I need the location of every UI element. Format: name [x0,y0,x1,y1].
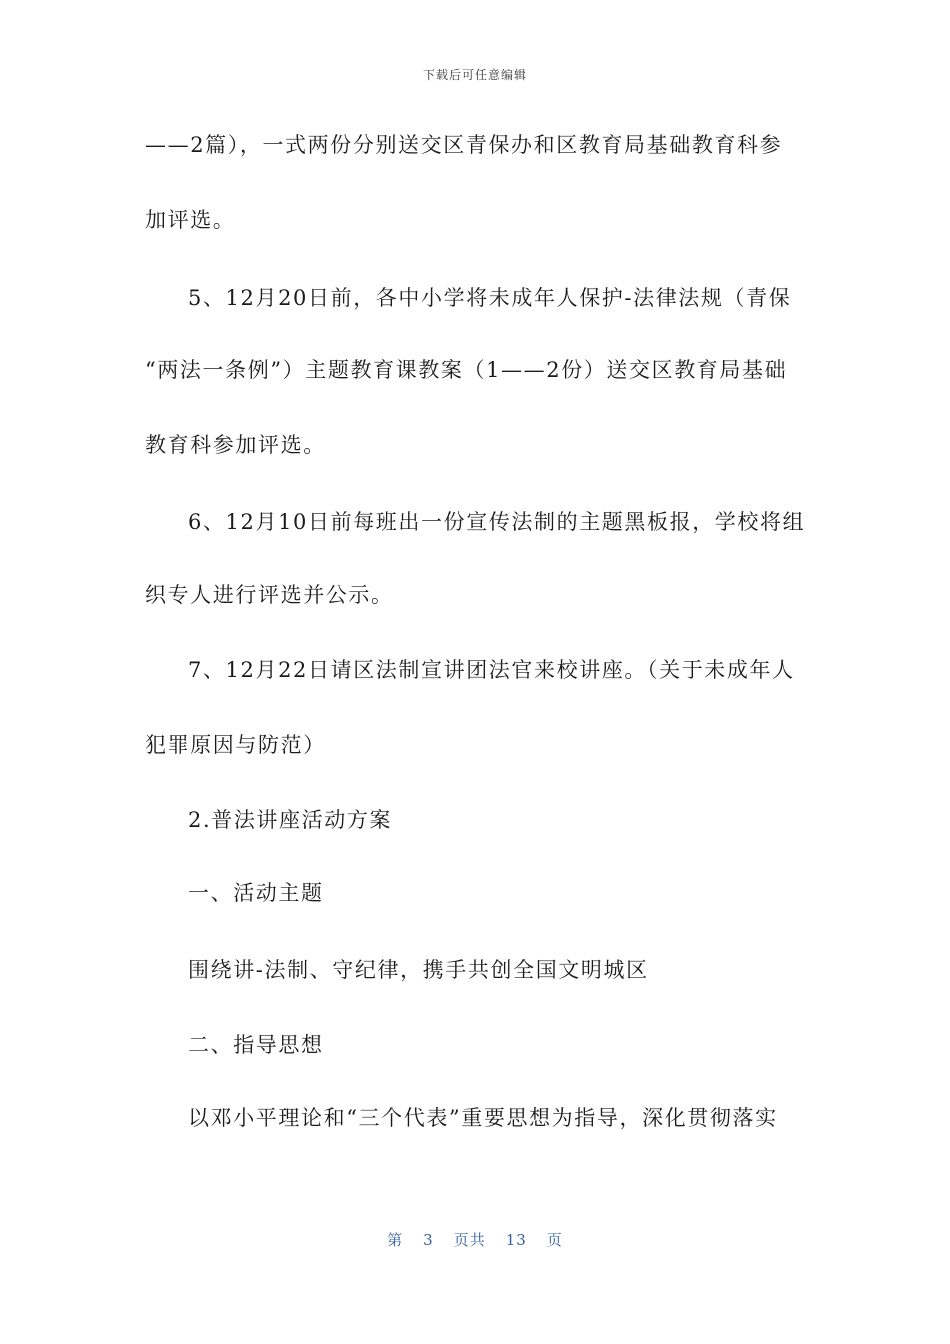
body-line: 6、12月10日前每班出一份宣传法制的主题黑板报，学校将组 [188,510,806,534]
body-line: “两法一条例”）主题教育课教案（1——2份）送交区教育局基础 [145,358,788,382]
body-line: 以邓小平理论和“三个代表”重要思想为指导，深化贯彻落实 [188,1106,778,1130]
footer-total-pages: 13 [505,1231,527,1249]
body-line: 织专人进行评选并公示。 [145,583,394,607]
body-line: 犯罪原因与防范） [145,733,326,757]
footer-page-mid: 页共 [453,1231,486,1249]
subsection-heading: 一、活动主题 [188,881,324,905]
body-line: 加评选。 [145,208,236,232]
footer-page-prefix: 第 [387,1231,404,1249]
subsection-heading: 二、指导思想 [188,1033,324,1057]
body-line: 7、12月22日请区法制宣讲团法官来校讲座。（关于未成年人 [188,658,795,682]
body-line: 教育科参加评选。 [145,433,326,457]
header-note: 下载后可任意编辑 [422,68,527,82]
section-heading: 2.普法讲座活动方案 [188,808,393,832]
body-line: 围绕讲-法制、守纪律，携手共创全国文明城区 [188,958,649,982]
footer-page-suffix: 页 [546,1231,563,1249]
page-footer [0,1229,950,1250]
body-line: ——2篇），一式两份分别送交区青保办和区教育局基础教育科参 [145,133,783,157]
footer-current-page: 3 [423,1231,434,1249]
body-line: 5、12月20日前，各中小学将未成年人保护-法律法规（青保 [188,286,792,310]
